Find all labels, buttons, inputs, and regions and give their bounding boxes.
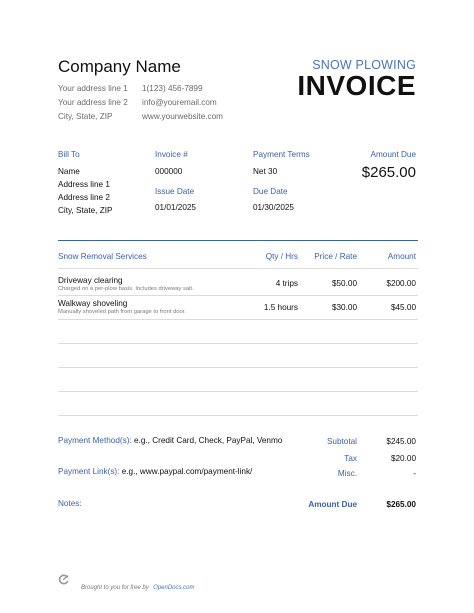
bill-to-name: Name (58, 167, 80, 176)
item-description: Manually shoveled path from garage to front door. (58, 309, 186, 315)
footer-link[interactable]: OpenDocs.com (153, 585, 195, 591)
footer-credit (81, 576, 195, 594)
invoice-title: INVOICE (297, 70, 416, 101)
row-divider (58, 343, 418, 344)
opendocs-logo-icon (58, 574, 69, 585)
payment-methods-value: e.g., Credit Card, Check, PayPal, Venmo (134, 436, 283, 445)
item-name: Driveway clearing (58, 276, 123, 285)
item-qty: 1.5 hours (263, 303, 298, 312)
due-date-value: 01/30/2025 (253, 203, 294, 212)
address-line-1: Your address line 1 (58, 84, 128, 93)
item-rate: $30.00 (331, 303, 357, 312)
amount-due-value: $265.00 (361, 164, 416, 181)
due-date-label: Due Date (253, 187, 288, 196)
payment-links (58, 467, 252, 476)
notes-label: Notes: (58, 499, 82, 508)
item-rate: $50.00 (331, 279, 357, 288)
company-name: Company Name (58, 57, 181, 76)
col-header-rate: Price / Rate (314, 252, 357, 261)
address-line-2: Your address line 2 (58, 98, 128, 107)
payment-links-label: Payment Link(s): (58, 467, 120, 476)
row-divider (58, 319, 418, 320)
subtotal-label: Subtotal (326, 437, 357, 446)
issue-date-label: Issue Date (155, 187, 195, 196)
row-divider (58, 391, 418, 392)
footer-text: Brought to you for free by (81, 585, 149, 591)
item-amount: $200.00 (386, 279, 416, 288)
misc-label: Misc. (337, 469, 357, 478)
address-city: City, State, ZIP (58, 112, 113, 121)
item-amount: $45.00 (390, 303, 416, 312)
item-name: Walkway shoveling (58, 299, 128, 308)
invoice-subtitle: SNOW PLOWING (312, 58, 416, 72)
amount-due-label: Amount Due (370, 150, 416, 159)
invoice-number-label: Invoice # (155, 150, 188, 159)
payment-terms-label: Payment Terms (253, 150, 310, 159)
row-divider (58, 295, 418, 296)
row-divider (58, 367, 418, 368)
payment-methods-label: Payment Method(s): (58, 436, 132, 445)
tax-label: Tax (344, 454, 357, 463)
total-amount-due-label: Amount Due (308, 500, 357, 509)
bill-to-address-1: Address line 1 (58, 180, 110, 189)
payment-methods (58, 436, 282, 445)
bill-to-city: City, State, ZIP (58, 206, 113, 215)
total-amount-due-value: $265.00 (386, 500, 416, 509)
payment-links-value: e.g., www.paypal.com/payment-link/ (121, 467, 253, 476)
misc-value: - (413, 469, 416, 478)
item-qty: 4 trips (275, 279, 298, 288)
email: info@youremail.com (142, 98, 217, 107)
payment-terms-value: Net 30 (253, 167, 278, 176)
table-top-rule (58, 240, 418, 241)
bill-to-label: Bill To (58, 150, 80, 159)
phone: 1(123) 456-7899 (142, 84, 203, 93)
website: www.yourwebsite.com (142, 112, 223, 121)
col-header-service: Snow Removal Services (58, 252, 147, 261)
subtotal-value: $245.00 (386, 437, 416, 446)
invoice-number-value: 000000 (155, 167, 183, 176)
col-header-amount: Amount (387, 252, 416, 261)
issue-date-value: 01/01/2025 (155, 203, 196, 212)
item-description: Charged on a per-plow basis. Includes driveway salt. (58, 286, 194, 292)
row-divider (58, 415, 418, 416)
tax-value: $20.00 (390, 454, 416, 463)
bill-to-address-2: Address line 2 (58, 193, 110, 202)
row-divider (58, 268, 418, 269)
col-header-qty: Qty / Hrs (265, 252, 298, 261)
